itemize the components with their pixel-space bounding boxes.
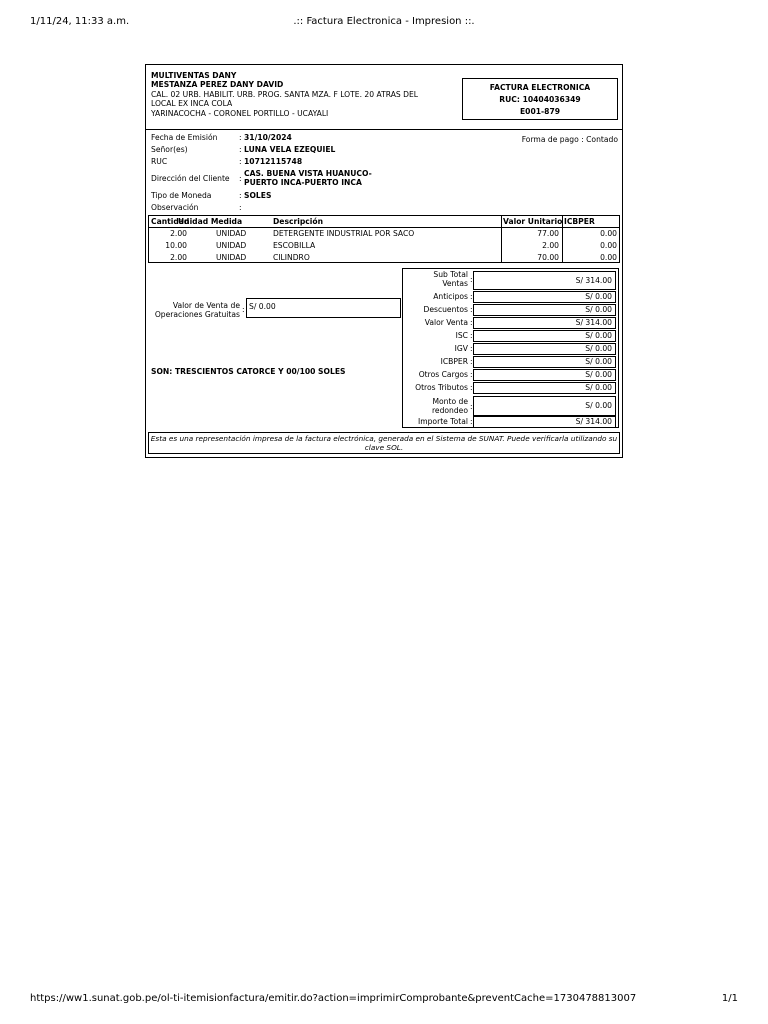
client-address-label: Dirección del Cliente xyxy=(151,174,230,183)
issue-date-label: Fecha de Emisión xyxy=(151,133,218,142)
table-row xyxy=(149,240,619,251)
client-name-value: LUNA VELA EZEQUIEL xyxy=(244,145,336,154)
igv-value: S/ 0.00 xyxy=(473,343,616,355)
item-icbper: 0.00 xyxy=(600,253,617,262)
separator: : xyxy=(470,275,473,284)
issuer-address-line-2: LOCAL EX INCA COLA xyxy=(151,99,233,109)
item-quantity: 2.00 xyxy=(170,253,187,262)
separator: : xyxy=(470,402,473,411)
header-quantity: Cantidad xyxy=(151,217,190,226)
separator: : xyxy=(470,370,473,379)
item-unit-value: 2.00 xyxy=(542,241,559,250)
table-row xyxy=(149,228,619,239)
discounts-label: Descuentos xyxy=(423,305,468,314)
separator: : xyxy=(470,292,473,301)
client-address-row xyxy=(151,168,451,190)
client-name-label: Señor(es) xyxy=(151,145,188,154)
print-page-counter: 1/1 xyxy=(721,993,738,1004)
other-charges-row xyxy=(403,369,618,382)
total-value: S/ 314.00 xyxy=(473,416,616,428)
isc-row xyxy=(403,330,618,343)
legal-note-line-1: Esta es una representación impresa de la factura electrónica, generada en el Sistema de SUNAT. Puede verificarla utilizando su xyxy=(150,434,618,443)
advances-label: Anticipos xyxy=(433,292,468,301)
separator: : xyxy=(470,331,473,340)
icbper-label: ICBPER xyxy=(440,357,468,366)
print-footer xyxy=(30,993,738,1007)
igv-label: IGV xyxy=(454,344,468,353)
advances-value: S/ 0.00 xyxy=(473,291,616,303)
sale-value-value: S/ 314.00 xyxy=(473,317,616,329)
item-quantity: 2.00 xyxy=(170,229,187,238)
print-datetime: 1/11/24, 11:33 a.m. xyxy=(30,16,130,27)
subtotal-row xyxy=(403,269,618,291)
total-row xyxy=(403,417,618,429)
free-operations-value: S/ 0.00 xyxy=(246,298,401,318)
issuer-ruc: RUC: 10404036349 xyxy=(499,94,581,104)
item-quantity: 10.00 xyxy=(165,241,187,250)
free-operations-label-line-2: Operaciones Gratuitas xyxy=(154,310,240,320)
total-label: Importe Total xyxy=(417,417,468,426)
payment-method: Forma de pago : Contado xyxy=(521,135,618,144)
document-type: FACTURA ELECTRONICA xyxy=(489,83,591,92)
isc-label: ISC xyxy=(455,331,468,340)
print-url: https://ww1.sunat.gob.pe/ol-ti-itemisionfactura/emitir.do?action=imprimirComprobante&preventCache=1730478813007 xyxy=(30,993,637,1004)
legal-note-line-2: clave SOL. xyxy=(364,443,404,453)
client-ruc-label: RUC xyxy=(151,157,168,166)
issue-date-value: 31/10/2024 xyxy=(244,133,292,142)
separator: : xyxy=(239,133,242,142)
item-unit: UNIDAD xyxy=(216,253,247,262)
subtotal-label-line-2: Ventas xyxy=(442,279,468,289)
item-icbper: 0.00 xyxy=(600,229,617,238)
separator: : xyxy=(470,344,473,353)
header-unit-value: Valor Unitario xyxy=(503,217,563,226)
separator: : xyxy=(239,191,242,200)
item-unit: UNIDAD xyxy=(216,229,247,238)
invoice xyxy=(145,64,623,458)
igv-row xyxy=(403,343,618,356)
other-taxes-value: S/ 0.00 xyxy=(473,382,616,394)
client-ruc-value: 10712115748 xyxy=(244,157,303,166)
other-taxes-row xyxy=(403,382,618,395)
document-id-box xyxy=(462,78,618,120)
issuer-address-line-1: CAL. 02 URB. HABILIT. URB. PROG. SANTA MZA. F LOTE. 20 ATRAS DEL xyxy=(151,89,419,99)
discounts-row xyxy=(403,304,618,317)
separator: : xyxy=(239,157,242,166)
item-unit-value: 70.00 xyxy=(537,253,559,262)
print-header xyxy=(30,16,738,30)
subtotal-label-line-1: Sub Total xyxy=(433,270,468,279)
separator: : xyxy=(470,417,473,426)
item-icbper: 0.00 xyxy=(600,241,617,250)
client-address-value xyxy=(244,169,394,188)
item-description: DETERGENTE INDUSTRIAL POR SACO xyxy=(273,229,415,238)
client-address-line-1: CAS. BUENA VISTA HUANUCO- xyxy=(244,169,372,178)
amount-in-words: SON: TRESCIENTOS CATORCE Y 00/100 SOLES xyxy=(151,367,346,376)
observation-row xyxy=(151,202,451,214)
rounding-value: S/ 0.00 xyxy=(473,396,616,416)
rounding-label-line-2: redondeo xyxy=(431,406,468,416)
separator: : xyxy=(470,305,473,314)
rounding-label xyxy=(432,397,468,416)
header-divider xyxy=(146,129,622,130)
free-operations-label xyxy=(148,301,240,320)
header-icbper: ICBPER xyxy=(564,217,595,226)
table-row xyxy=(149,252,619,263)
items-table xyxy=(148,215,620,263)
print-page-title: .:: Factura Electronica - Impresion ::. xyxy=(293,16,475,27)
header-description: Descripción xyxy=(273,217,323,226)
subtotal-label xyxy=(433,270,468,289)
sale-value-row xyxy=(403,317,618,330)
issuer-block xyxy=(151,71,451,118)
issuer-legal-name: MESTANZA PEREZ DANY DAVID xyxy=(151,80,284,90)
currency-value: SOLES xyxy=(244,191,272,200)
issue-date-row xyxy=(151,132,451,144)
client-address-line-2: PUERTO INCA-PUERTO INCA xyxy=(244,178,362,188)
currency-row xyxy=(151,190,451,202)
totals-box xyxy=(402,268,619,428)
header-unit: Unidad Medida xyxy=(178,217,243,226)
free-operations-label-line-1: Valor de Venta de xyxy=(172,301,240,310)
item-description: CILINDRO xyxy=(273,253,310,262)
subtotal-value: S/ 314.00 xyxy=(473,271,616,290)
client-ruc-row xyxy=(151,156,451,168)
separator: : xyxy=(239,203,242,212)
advances-row xyxy=(403,291,618,304)
separator: : xyxy=(470,383,473,392)
sale-value-label: Valor Venta xyxy=(424,318,468,327)
other-charges-label: Otros Cargos xyxy=(418,370,468,379)
rounding-row xyxy=(403,396,618,417)
separator: : xyxy=(239,145,242,154)
document-number: E001-879 xyxy=(519,106,561,116)
other-taxes-label: Otros Tributos xyxy=(415,383,468,392)
icbper-value: S/ 0.00 xyxy=(473,356,616,368)
item-description: ESCOBILLA xyxy=(273,241,316,250)
isc-value: S/ 0.00 xyxy=(473,330,616,342)
observation-label: Observación xyxy=(151,203,199,212)
item-unit: UNIDAD xyxy=(216,241,247,250)
item-unit-value: 77.00 xyxy=(537,229,559,238)
rounding-label-line-1: Monto de xyxy=(432,397,468,406)
separator: : xyxy=(470,318,473,327)
client-name-row xyxy=(151,144,451,156)
discounts-value: S/ 0.00 xyxy=(473,304,616,316)
issuer-trade-name: MULTIVENTAS DANY xyxy=(151,71,237,80)
icbper-row xyxy=(403,356,618,369)
currency-label: Tipo de Moneda xyxy=(151,191,212,200)
separator: : xyxy=(239,174,242,183)
issuer-location: YARINACOCHA - CORONEL PORTILLO - UCAYALI xyxy=(151,108,329,118)
client-block xyxy=(151,132,451,214)
other-charges-value: S/ 0.00 xyxy=(473,369,616,381)
legal-note xyxy=(148,432,620,454)
separator: : xyxy=(242,305,245,314)
items-table-header xyxy=(149,216,619,228)
separator: : xyxy=(470,357,473,366)
